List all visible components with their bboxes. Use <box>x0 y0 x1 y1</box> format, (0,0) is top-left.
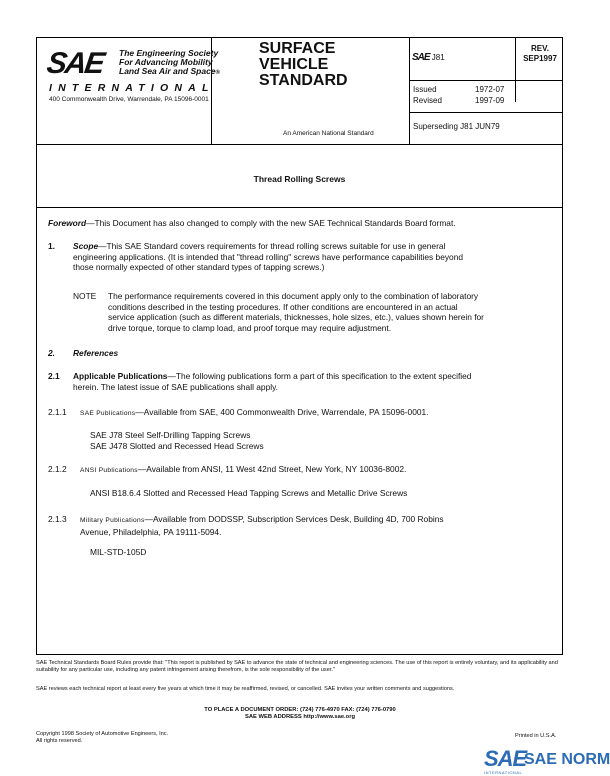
copyright: Copyright 1998 Society of Automotive Engineers, Inc. <box>36 731 169 737</box>
document-number: SAE J81 <box>412 52 445 63</box>
title-box <box>36 144 563 208</box>
reference-mil-std-105d: MIL-STD-105D <box>90 547 147 557</box>
society-name: The Engineering Society For Advancing Mobility Land Sea Air and Space® <box>119 48 220 76</box>
note-label: NOTE <box>73 291 97 301</box>
sae-norm-stamp <box>484 746 610 775</box>
rights-reserved: All rights reserved. <box>36 738 83 744</box>
header-rule <box>409 80 562 81</box>
header-frame <box>36 37 563 145</box>
superseding-note: Superseding J81 JUN79 <box>413 122 500 131</box>
section-2-1-2-number: 2.1.2 <box>48 464 67 474</box>
scope-paragraph: Scope—This SAE Standard covers requirements for thread rolling screws suitable for use in general engineering applications. (It is intended that "thread rolling" screws have performance capabilities beyond those normally expected of other standard types of tapping screws.) <box>73 241 464 273</box>
section-2-1-number: 2.1 <box>48 371 60 381</box>
international-wordmark: INTERNATIONAL <box>49 82 215 94</box>
header-rule <box>409 112 562 113</box>
section-1-number: 1. <box>48 241 55 251</box>
standard-type-title: SURFACE VEHICLE STANDARD <box>259 40 348 89</box>
web-address: SAE WEB ADDRESS http://www.sae.org <box>244 714 356 720</box>
review-note: SAE reviews each technical report at least every five years at which time it may be reaffirmed, revised, or cancelled. SAE invites your written comments and suggestions. <box>36 686 455 692</box>
sae-norm-logo: SAE <box>484 746 527 771</box>
section-2-1-3-number: 2.1.3 <box>48 514 67 524</box>
issued-label: Issued <box>413 85 437 94</box>
reference-sae-j478: SAE J478 Slotted and Recessed Head Screws <box>90 441 264 451</box>
reference-ansi-b18-6-4: ANSI B18.6.4 Slotted and Recessed Head Tapping Screws and Metallic Drive Screws <box>90 488 408 498</box>
section-2-1-1-number: 2.1.1 <box>48 407 67 417</box>
references-heading: References <box>73 348 119 358</box>
revised-date: 1997-09 <box>475 96 505 105</box>
sae-publications-paragraph: SAE Publications—Available from SAE, 400 Commonwealth Drive, Warrendale, PA 15096-0001. <box>80 407 429 417</box>
national-standard-label: An American National Standard <box>283 130 374 137</box>
sae-logo: SAE <box>44 47 106 80</box>
section-2-number: 2. <box>48 348 55 358</box>
applicable-publications-paragraph: Applicable Publications—The following publications form a part of this specification to the extent specified herein. The latest issue of SAE publications shall apply. <box>73 371 472 392</box>
foreword-paragraph: Foreword—This Document has also changed to comply with the new SAE Technical Standards Board format. <box>48 218 456 228</box>
sae-norm-text: SAE NORM <box>524 751 610 768</box>
military-publications-paragraph: Military Publications—Available from DODSSP, Subscription Services Desk, Building 4D, 700 Robins Avenue, Philadelphia, PA 19111-5094. <box>80 514 444 537</box>
reference-sae-j78: SAE J78 Steel Self-Drilling Tapping Screws <box>90 430 251 440</box>
printed-in: Printed in U.S.A. <box>515 733 557 739</box>
sae-norm-international: INTERNATIONAL <box>484 770 523 775</box>
order-info: TO PLACE A DOCUMENT ORDER: (724) 776-4970 FAX: (724) 776-0790 <box>204 707 396 713</box>
note-paragraph: The performance requirements covered in this document apply only to the combination of laboratory conditions described in the testing procedures. If other conditions are encountered in an actual service application (such as different materials, thicknesses, hole sizes, etc.), values shown herein for drive torque, torque to clamp load, and proof torque may require adjustment. <box>108 291 484 333</box>
header-divider <box>409 38 410 144</box>
revised-label: Revised <box>413 96 442 105</box>
ansi-publications-paragraph: ANSI Publications—Available from ANSI, 11 West 42nd Street, New York, NY 10036-8002. <box>80 464 407 474</box>
issued-date: 1972-07 <box>475 85 505 94</box>
society-address: 400 Commonwealth Drive, Warrendale, PA 15096-0001 <box>49 96 209 103</box>
board-rules-note: SAE Technical Standards Board Rules provide that: "This report is published by SAE to advance the state of technical and engineering sciences. The use of this report is entirely voluntary, and its applicability and suitability for any particular use, including any patent infringement arising therefrom, is the sole responsibility of the user." <box>36 660 558 673</box>
document-title: Thread Rolling Screws <box>253 174 346 184</box>
revision-box: REV. SEP1997 <box>523 44 557 63</box>
